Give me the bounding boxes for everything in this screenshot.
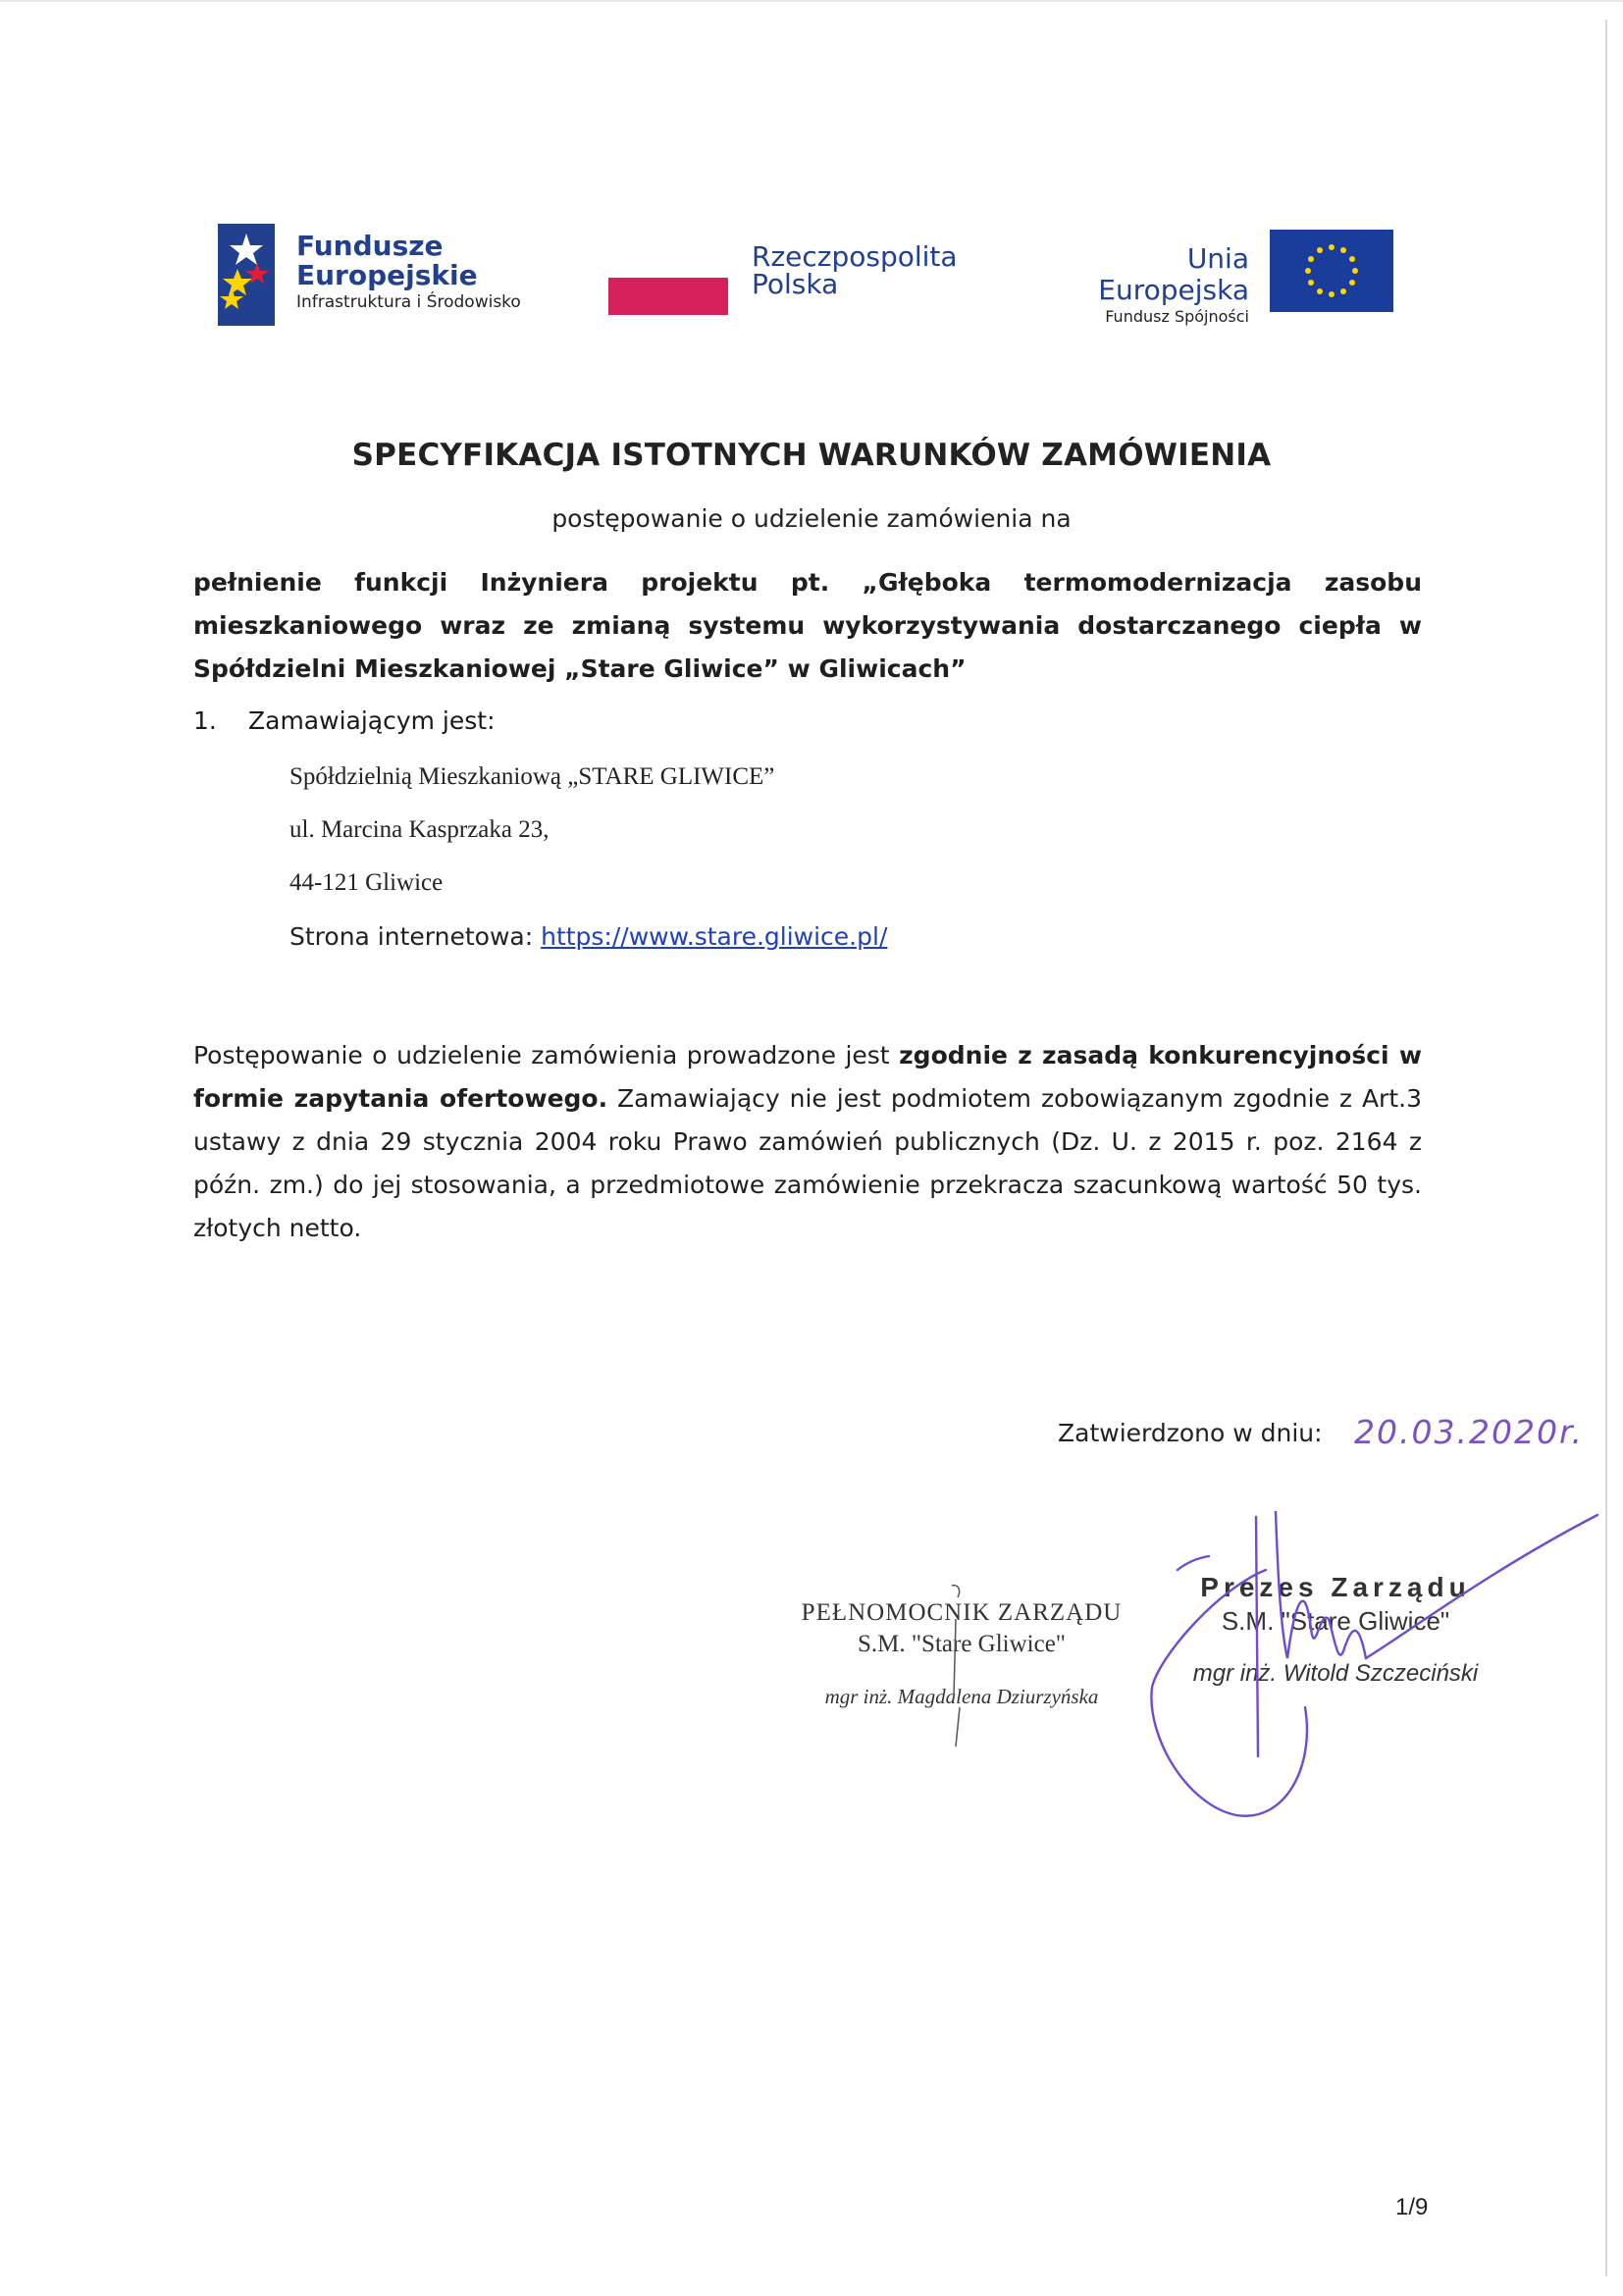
address-line-1: Spółdzielnią Mieszkaniową „STARE GLIWICE” [289, 763, 775, 790]
page-number: 1/9 [1395, 2194, 1429, 2220]
document-subtitle: postępowanie o udzielenie zamówienia na [551, 504, 1072, 533]
eu-stars-icon [1270, 230, 1393, 312]
fe-subtitle: Infrastruktura i Środowisko [296, 292, 521, 312]
website-label: Strona internetowa: [289, 922, 534, 951]
rzeczpospolita-text [752, 240, 958, 300]
scan-border-top [0, 0, 1623, 2]
item-1-number: 1. [193, 706, 217, 735]
stamp-right-name: mgr inż. Witold Szczeciński [1192, 1660, 1479, 1687]
item-1 [193, 706, 496, 735]
address-line-2: ul. Marcina Kasprzaka 23, [289, 816, 550, 843]
ue-title: Unia Europejska [1098, 242, 1249, 306]
document-title: SPECYFIKACJA ISTOTNYCH WARUNKÓW ZAMÓWIENIA [351, 438, 1272, 473]
fe-stars-icon [218, 224, 275, 326]
handwritten-signature [1119, 1511, 1609, 1864]
item-1-label: Zamawiającym jest: [248, 706, 496, 735]
website-link[interactable]: https://www.stare.gliwice.pl/ [541, 922, 888, 951]
approved-label: Zatwierdzono w dniu: [1058, 1419, 1323, 1447]
address-line-3: 44-121 Gliwice [289, 869, 444, 896]
scan-border-right [1605, 20, 1607, 2276]
fe-title-line2: Europejskie [296, 259, 478, 291]
procedure-text-1: Postępowanie o udzielenie zamówienia prowadzone jest [193, 1041, 900, 1070]
stamp-right-org: S.M. "Stare Gliwice" [1221, 1606, 1450, 1636]
eu-flag-logo [1270, 230, 1393, 312]
fe-title-line1: Fundusze [296, 230, 444, 262]
rp-line1: Rzeczpospolita [752, 240, 958, 273]
polish-flag-logo [608, 278, 728, 315]
left-signature-stroke [932, 1580, 991, 1756]
ue-subtitle: Fundusz Spójności [1105, 307, 1249, 326]
procedure-text-2: Zamawiający nie jest podmiotem zobowiązanym zgodnie z Art.3 ustawy z dnia 29 stycznia 2004 roku Prawo zamówień publicznych (Dz. U. z 2015 r. poz. 2164 z późn. zm.) do jej stosowania, a przedmiotowe zamówienie przekracza szacunkową wartość 50 tys. złotych netto. [193, 1084, 1422, 1242]
rp-line2: Polska [752, 268, 839, 300]
unia-europejska-text [1035, 243, 1249, 328]
procedure-paragraph [193, 1034, 1422, 1250]
stamp-left-name: mgr inż. Magdalena Dziurzyńska [824, 1685, 1099, 1708]
procedure-text-bold: zgodnie z zasadą konkurencyjności w formie zapytania ofertowego. [193, 1041, 1422, 1113]
approved-date: 20.03.2020r. [1354, 1413, 1584, 1451]
stamp-left-title: PEŁNOMOCNIK ZARZĄDU [801, 1599, 1123, 1626]
project-description: pełnienie funkcji Inżyniera projektu pt. „Głęboka termomodernizacja zasobu mieszkaniowego wraz ze zmianą systemu wykorzystywania dostarczanego ciepła w Spółdzielni Mieszkaniowej „Stare Gliwice” w Gliwicach” [193, 568, 1422, 683]
website-row [289, 922, 887, 951]
stamp-left-org: S.M. "Stare Gliwice" [857, 1631, 1067, 1657]
fundusze-europejskie-text [296, 232, 521, 314]
stamp-right-title: Prezes Zarządu [1200, 1572, 1471, 1602]
fundusze-europejskie-logo [218, 224, 275, 326]
